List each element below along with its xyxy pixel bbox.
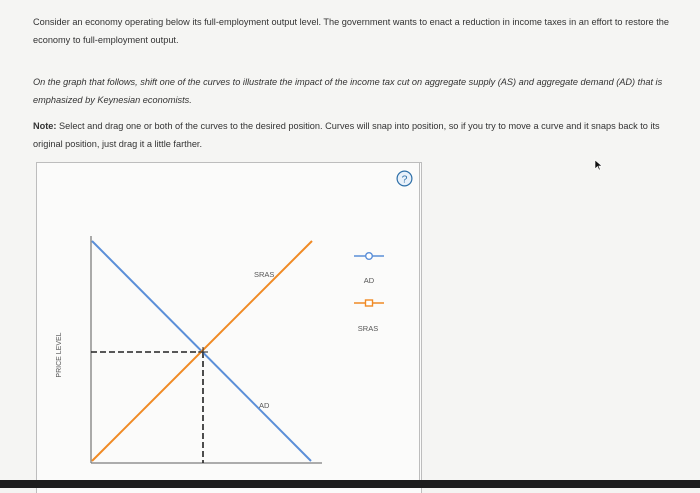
ad-palette-tool[interactable] xyxy=(354,253,384,260)
note-text: Select and drag one or both of the curves to the desired position. Curves will snap into position, so if you try to move a curve and it snaps back to its original position, just drag it a little farther. xyxy=(33,121,660,149)
sras-palette-label: SRAS xyxy=(357,324,379,333)
question-intro: Consider an economy operating below its full-employment output level. The government wants to enact a reduction in income taxes in an effort to restore the economy to full-employment output. xyxy=(33,17,669,45)
sras-palette-tool[interactable] xyxy=(354,300,384,306)
sras-curve-label: SRAS xyxy=(254,270,275,279)
help-symbol: ? xyxy=(401,173,408,186)
ad-curve-label: AD xyxy=(259,401,270,410)
question-instruction: On the graph that follows, shift one of the curves to illustrate the impact of the income tax cut on aggregate supply (AS) and aggregate demand (AD) that is emphasized by Keynesian economists. xyxy=(33,77,663,105)
ad-tool-circle-icon xyxy=(366,253,373,260)
y-axis-label: PRICE LEVEL xyxy=(56,332,63,378)
note-label: Note: xyxy=(33,121,57,131)
bottom-scroll-bar xyxy=(0,480,700,488)
sras-tool-square-icon xyxy=(366,300,373,306)
ad-palette-label: AD xyxy=(363,276,375,285)
